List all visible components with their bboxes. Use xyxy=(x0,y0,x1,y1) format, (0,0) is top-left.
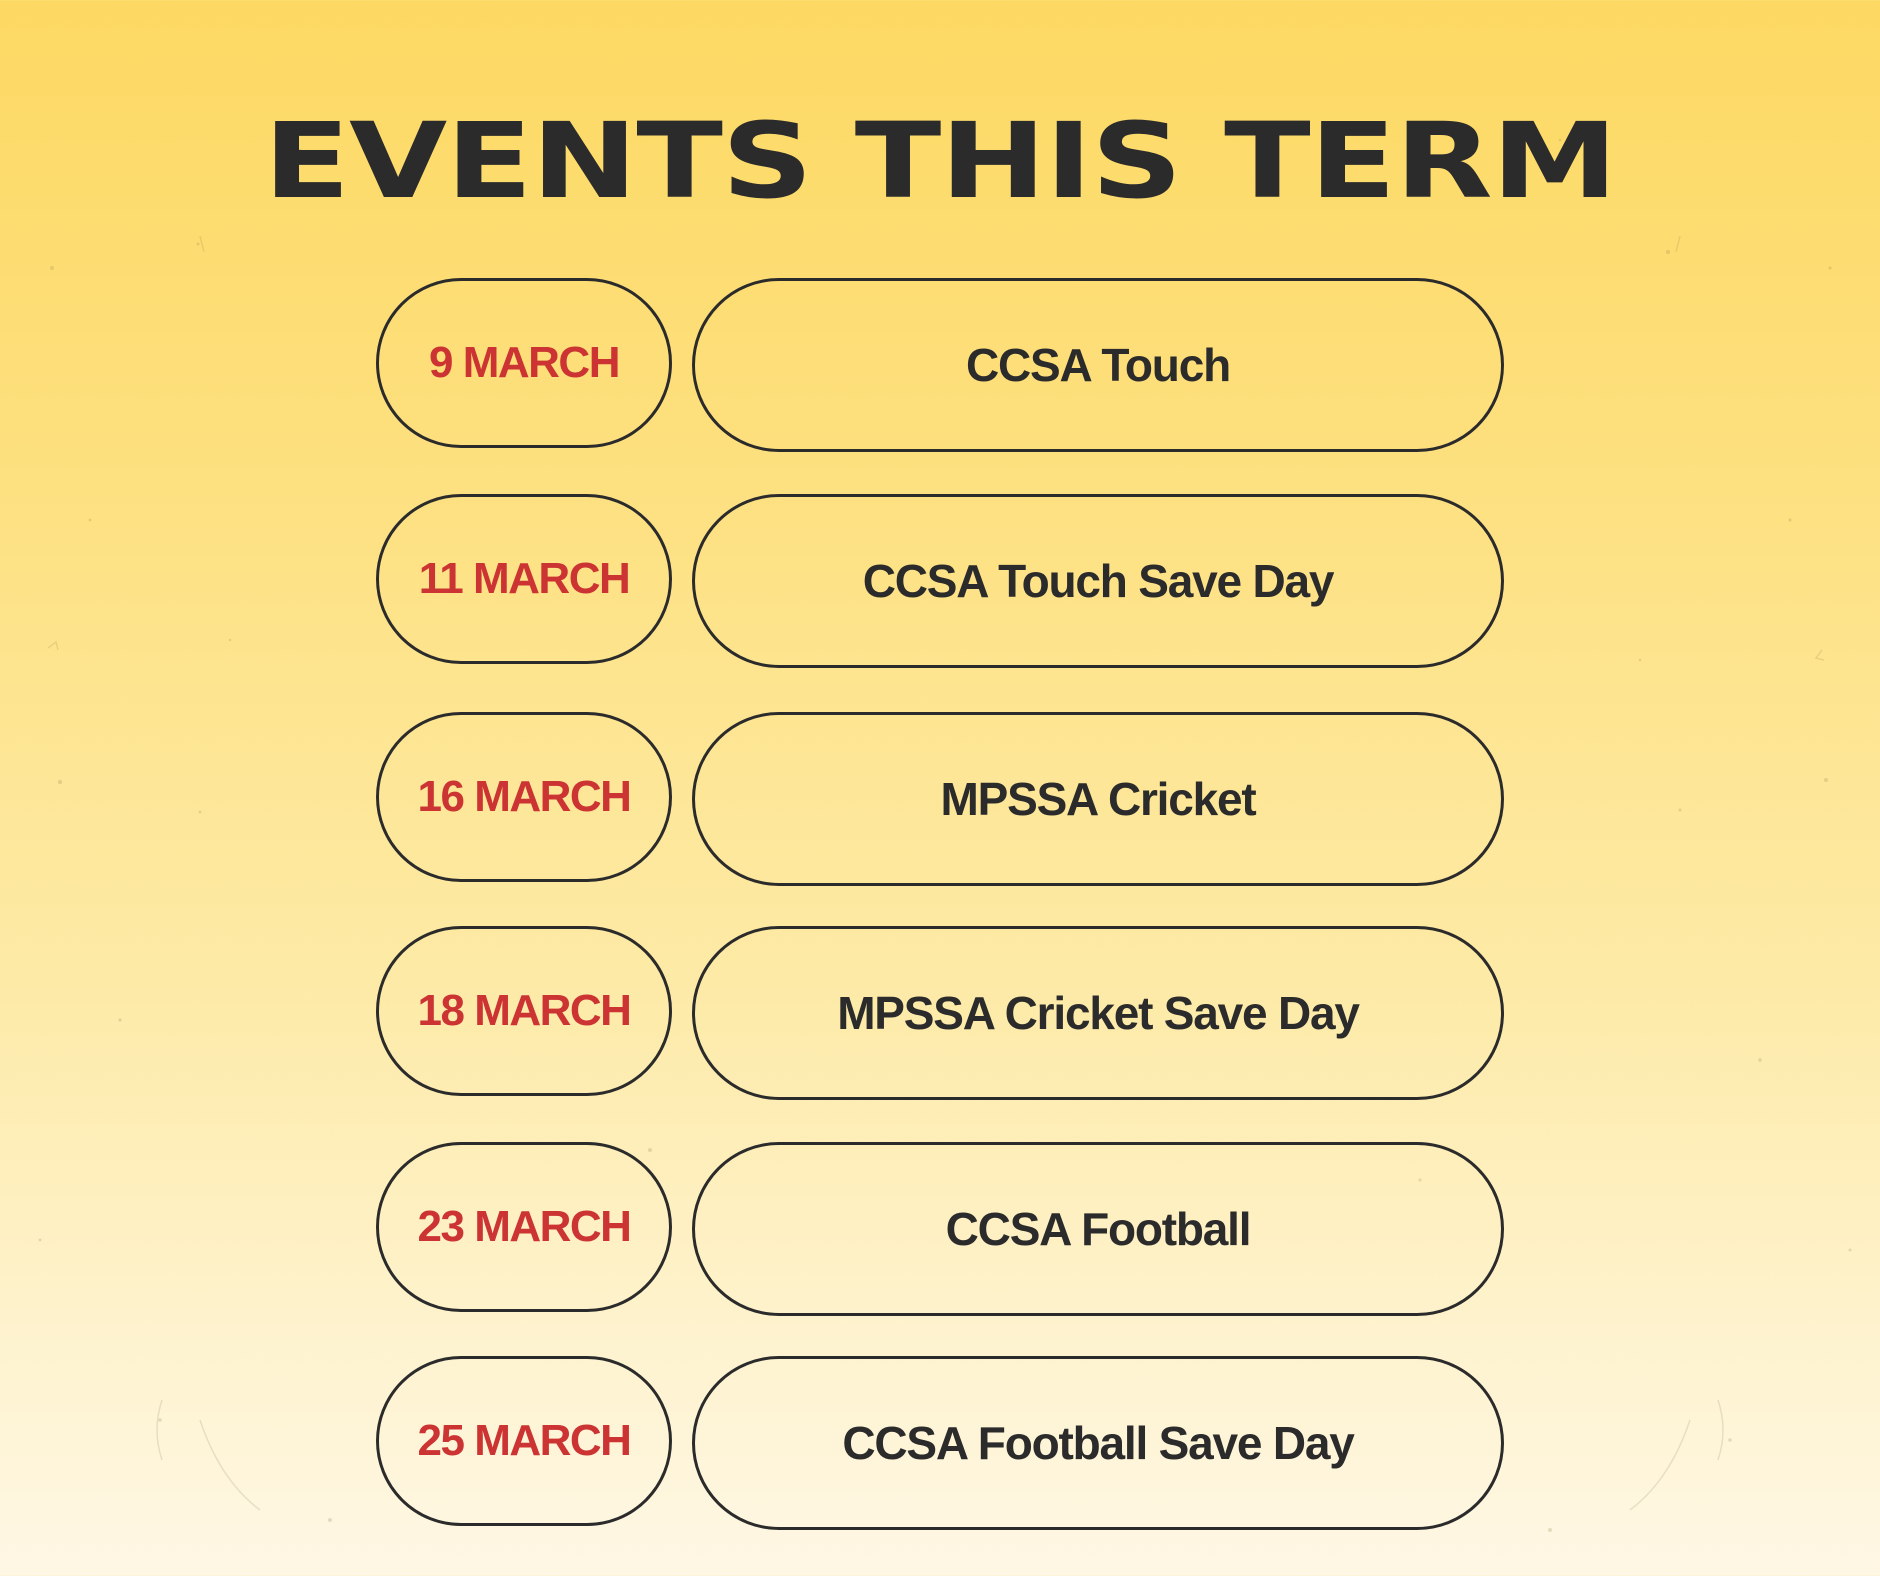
page-title: EVENTS THIS TERM xyxy=(263,100,1617,222)
event-name-pill xyxy=(692,1142,1504,1316)
event-row xyxy=(376,926,1504,1100)
event-date: 23 MARCH xyxy=(417,1202,631,1251)
event-name: CCSA Football xyxy=(945,1203,1251,1255)
event-name: MPSSA Cricket xyxy=(940,773,1256,825)
event-date: 25 MARCH xyxy=(417,1416,631,1465)
event-date-pill xyxy=(376,926,672,1096)
event-row xyxy=(376,1142,1504,1316)
event-date-pill xyxy=(376,1142,672,1312)
event-row xyxy=(376,712,1504,886)
event-date: 18 MARCH xyxy=(417,986,631,1035)
event-row xyxy=(376,494,1504,668)
event-date: 16 MARCH xyxy=(417,772,631,821)
event-date: 11 MARCH xyxy=(418,554,630,603)
event-date-pill xyxy=(376,1356,672,1526)
event-name-pill xyxy=(692,278,1504,452)
event-date-pill xyxy=(376,494,672,664)
event-row xyxy=(376,1356,1504,1530)
event-name-pill xyxy=(692,494,1504,668)
event-name-pill xyxy=(692,926,1504,1100)
event-name: CCSA Touch xyxy=(966,339,1230,391)
event-date-pill xyxy=(376,278,672,448)
event-name-pill xyxy=(692,1356,1504,1530)
event-row xyxy=(376,278,1504,452)
event-name: MPSSA Cricket Save Day xyxy=(837,987,1359,1039)
event-date-pill xyxy=(376,712,672,882)
event-name: CCSA Football Save Day xyxy=(842,1417,1354,1469)
event-name: CCSA Touch Save Day xyxy=(862,555,1334,607)
event-date: 9 MARCH xyxy=(429,338,619,387)
event-name-pill xyxy=(692,712,1504,886)
